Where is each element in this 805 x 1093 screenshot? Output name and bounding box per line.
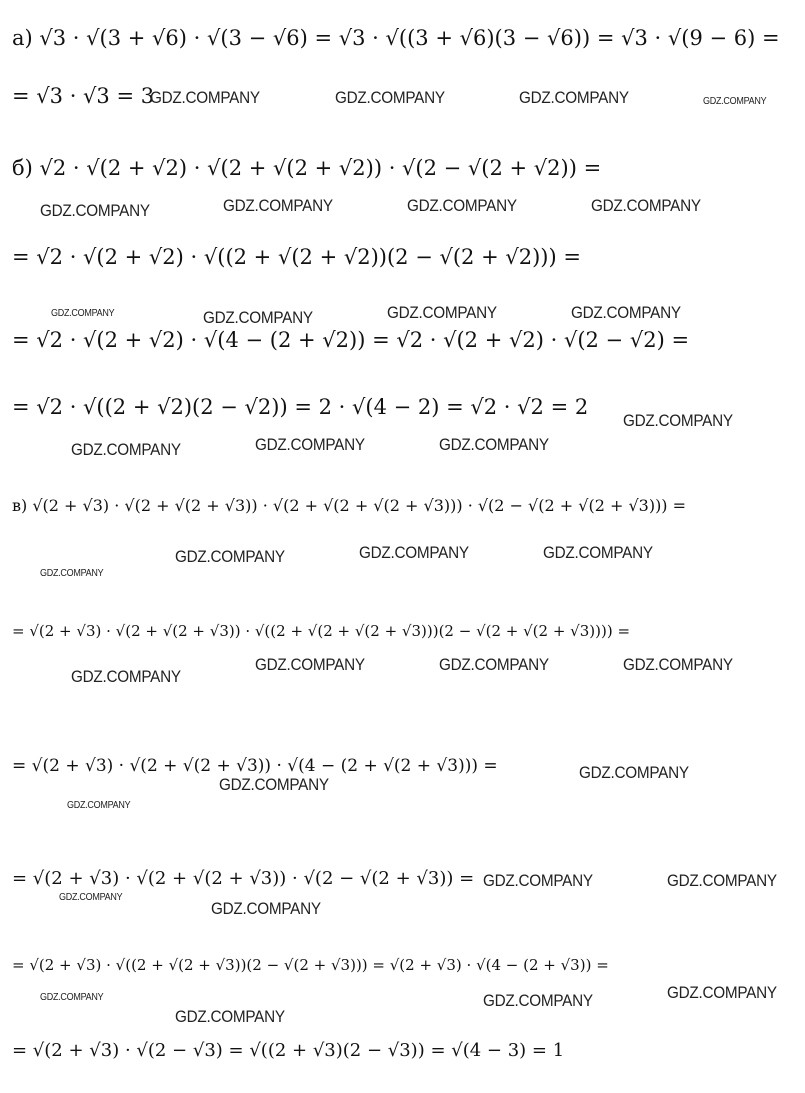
watermark: GDZ.COMPANY xyxy=(71,667,181,686)
watermark: GDZ.COMPANY xyxy=(519,88,629,107)
watermark: GDZ.COMPANY xyxy=(439,655,549,674)
watermark: GDZ.COMPANY xyxy=(51,308,115,319)
watermark: GDZ.COMPANY xyxy=(571,303,681,322)
watermark: GDZ.COMPANY xyxy=(203,308,313,327)
watermark: GDZ.COMPANY xyxy=(223,196,333,215)
equation-line-b3: = √2 · √(2 + √2) · √(4 − (2 + √2)) = √2 · √(2 + √2) · √(2 − √2) = xyxy=(12,328,690,352)
watermark: GDZ.COMPANY xyxy=(67,800,131,811)
watermark: GDZ.COMPANY xyxy=(40,568,104,579)
watermark: GDZ.COMPANY xyxy=(591,196,701,215)
watermark: GDZ.COMPANY xyxy=(439,435,549,454)
equation-line-b2: = √2 · √(2 + √2) · √((2 + √(2 + √2))(2 − √(2 + √2))) = xyxy=(12,245,581,269)
watermark: GDZ.COMPANY xyxy=(359,543,469,562)
watermark: GDZ.COMPANY xyxy=(667,871,777,890)
watermark: GDZ.COMPANY xyxy=(219,775,329,794)
watermark: GDZ.COMPANY xyxy=(40,992,104,1003)
watermark: GDZ.COMPANY xyxy=(623,655,733,674)
equation-line-b1: б) √2 · √(2 + √2) · √(2 + √(2 + √2)) · √(2 − √(2 + √2)) = xyxy=(12,156,602,180)
equation-line-b4: = √2 · √((2 + √2)(2 − √2)) = 2 · √(4 − 2) = √2 · √2 = 2 xyxy=(12,395,589,419)
equation-line-a2: = √3 · √3 = 3 xyxy=(12,84,155,108)
watermark: GDZ.COMPANY xyxy=(255,655,365,674)
watermark: GDZ.COMPANY xyxy=(255,435,365,454)
watermark: GDZ.COMPANY xyxy=(543,543,653,562)
watermark: GDZ.COMPANY xyxy=(211,899,321,918)
watermark: GDZ.COMPANY xyxy=(335,88,445,107)
equation-line-c2: = √(2 + √3) · √(2 + √(2 + √3)) · √((2 + √(2 + √(2 + √3)))(2 − √(2 + √(2 + √3)))) = xyxy=(12,622,631,640)
watermark: GDZ.COMPANY xyxy=(59,892,123,903)
equation-line-a1: а) √3 · √(3 + √6) · √(3 − √6) = √3 · √((3 + √6)(3 − √6)) = √3 · √(9 − 6) = xyxy=(12,26,780,50)
watermark: GDZ.COMPANY xyxy=(667,983,777,1002)
watermark: GDZ.COMPANY xyxy=(579,763,689,782)
equation-line-c1: в) √(2 + √3) · √(2 + √(2 + √3)) · √(2 + √(2 + √(2 + √3))) · √(2 − √(2 + √(2 + √3))) = xyxy=(12,496,687,515)
watermark: GDZ.COMPANY xyxy=(483,991,593,1010)
equation-line-c6: = √(2 + √3) · √(2 − √3) = √((2 + √3)(2 − √3)) = √(4 − 3) = 1 xyxy=(12,1040,565,1061)
watermark: GDZ.COMPANY xyxy=(40,201,150,220)
watermark: GDZ.COMPANY xyxy=(175,1007,285,1026)
watermark: GDZ.COMPANY xyxy=(703,96,767,107)
equation-line-c3: = √(2 + √3) · √(2 + √(2 + √3)) · √(4 − (2 + √(2 + √3))) = xyxy=(12,756,498,776)
watermark: GDZ.COMPANY xyxy=(407,196,517,215)
watermark: GDZ.COMPANY xyxy=(175,547,285,566)
watermark: GDZ.COMPANY xyxy=(483,871,593,890)
equation-line-c4: = √(2 + √3) · √(2 + √(2 + √3)) · √(2 − √(2 + √3)) = xyxy=(12,868,475,889)
watermark: GDZ.COMPANY xyxy=(71,440,181,459)
watermark: GDZ.COMPANY xyxy=(387,303,497,322)
watermark: GDZ.COMPANY xyxy=(623,411,733,430)
equation-line-c5: = √(2 + √3) · √((2 + √(2 + √3))(2 − √(2 + √3))) = √(2 + √3) · √(4 − (2 + √3)) = xyxy=(12,956,609,974)
watermark: GDZ.COMPANY xyxy=(150,88,260,107)
